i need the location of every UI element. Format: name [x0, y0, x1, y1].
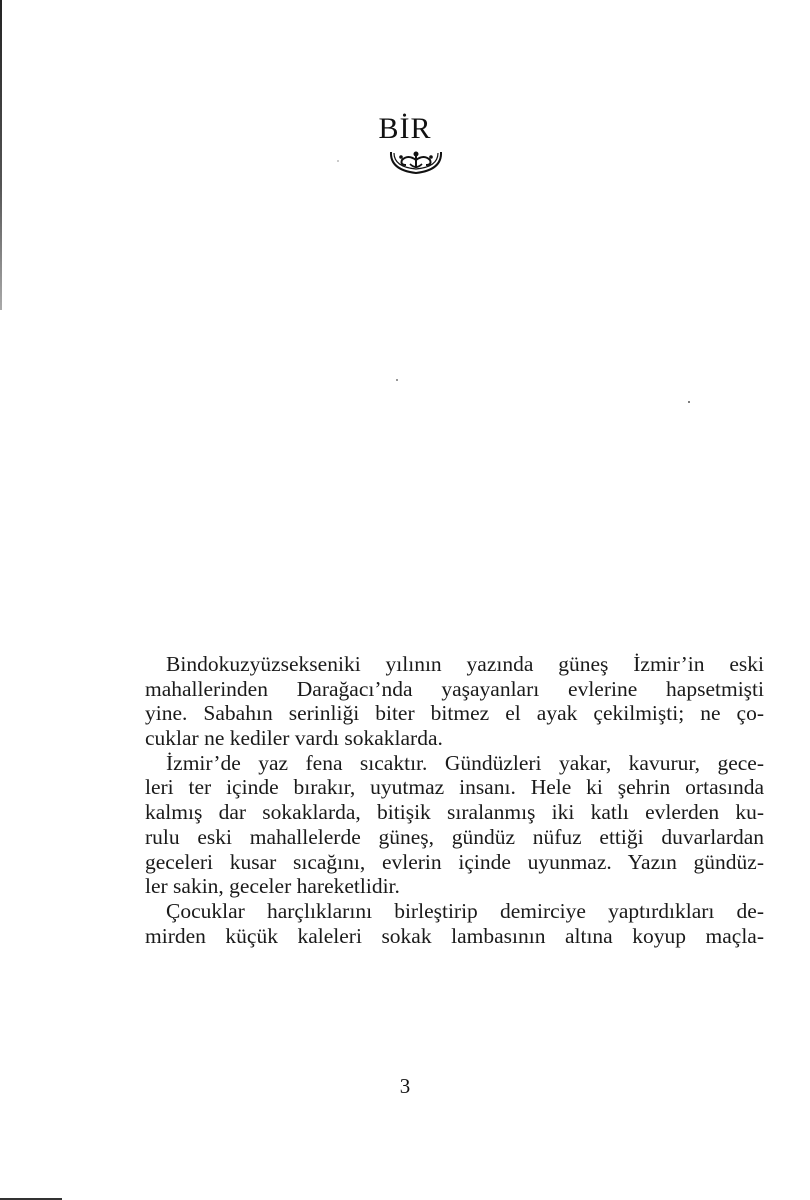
scan-speck — [396, 379, 398, 381]
text-line: leri ter içinde bırakır, uyutmaz insanı. Hele ki şehrin ortasında — [145, 775, 764, 800]
scan-speck — [337, 160, 339, 162]
page-edge-shadow — [0, 0, 2, 310]
scan-speck — [688, 401, 690, 403]
text-line: mirden küçük kaleleri sokak lambasının altına koyup maçla- — [145, 923, 764, 948]
text-line: İzmir’de yaz fena sıcaktır. Gündüzleri yakar, kavurur, gece- — [166, 750, 764, 775]
text-line: cuklar ne kediler vardı sokaklarda. — [145, 726, 443, 751]
text-line: mahallerinden Darağacı’nda yaşayanları evlerine hapsetmişti — [145, 676, 764, 701]
page-number: 3 — [399, 1074, 411, 1098]
text-line: geceleri kusar sıcağını, evlerin içinde uyunmaz. Yazın gündüz- — [145, 849, 764, 874]
floral-ornament-icon — [388, 148, 444, 176]
text-line: ler sakin, geceler hareketlidir. — [145, 874, 400, 899]
body-text — [145, 652, 764, 948]
text-line: Çocuklar harçlıklarını birleştirip demirciye yaptırdıkları de- — [166, 898, 764, 923]
text-line: Bindokuzyüzsekseniki yılının yazında güneş İzmir’in eski — [166, 652, 764, 676]
chapter-title: BİR — [378, 112, 432, 145]
text-line: rulu eski mahallelerde güneş, gündüz nüfuz ettiği duvarlardan — [145, 824, 764, 849]
text-line: yine. Sabahın serinliği biter bitmez el ayak çekilmişti; ne ço- — [145, 701, 764, 726]
text-line: kalmış dar sokaklarda, bitişik sıralanmış iki katlı evlerden ku- — [145, 800, 764, 825]
